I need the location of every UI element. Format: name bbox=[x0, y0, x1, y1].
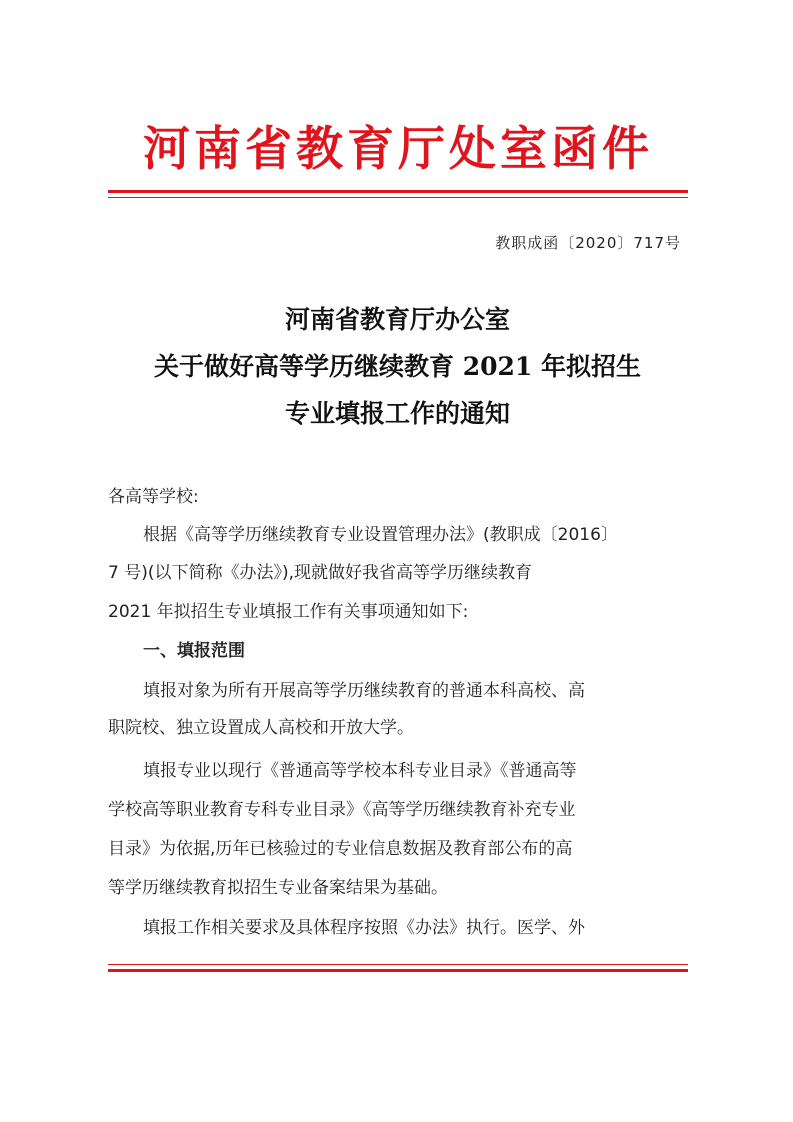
title-line: 专业填报工作的通知 bbox=[284, 399, 510, 428]
body-line: 填报专业以现行《普通高等学校本科专业目录》《普通高等 bbox=[143, 761, 577, 781]
header-rule-thin bbox=[108, 197, 688, 198]
title-line: 关于做好高等学历继续教育 2021 年拟招生 bbox=[154, 352, 641, 381]
body-line: 根据《高等学历继续教育专业设置管理办法》(教职成〔2016〕 bbox=[143, 525, 618, 545]
title-line: 河南省教育厅办公室 bbox=[284, 305, 510, 334]
body-line: 7 号)(以下简称《办法》),现就做好我省高等学历继续教育 bbox=[108, 563, 533, 583]
document-title bbox=[100, 296, 695, 437]
body-line: 等学历继续教育拟招生专业备案结果为基础。 bbox=[108, 878, 448, 898]
body-line: 2021 年拟招生专业填报工作有关事项通知如下: bbox=[108, 602, 469, 622]
body-line: 填报对象为所有开展高等学历继续教育的普通本科高校、高 bbox=[143, 681, 585, 701]
footer-rule-thick bbox=[108, 969, 688, 972]
body-line: 填报工作相关要求及具体程序按照《办法》执行。医学、外 bbox=[143, 918, 585, 938]
section-heading: 一、填报范围 bbox=[143, 641, 245, 661]
header-rule-thick bbox=[108, 190, 688, 193]
salutation: 各高等学校: bbox=[108, 487, 199, 507]
letterhead-title: 河南省教育厅处室函件 bbox=[143, 122, 653, 177]
body-line: 目录》为依据,历年已核验过的专业信息数据及教育部公布的高 bbox=[108, 839, 573, 859]
body-line: 职院校、独立设置成人高校和开放大学。 bbox=[108, 718, 414, 738]
document-number: 教职成函〔2020〕717号 bbox=[495, 234, 681, 252]
body-line: 学校高等职业教育专科专业目录》《高等学历继续教育补充专业 bbox=[108, 800, 576, 820]
footer-rule-thin bbox=[108, 964, 688, 965]
